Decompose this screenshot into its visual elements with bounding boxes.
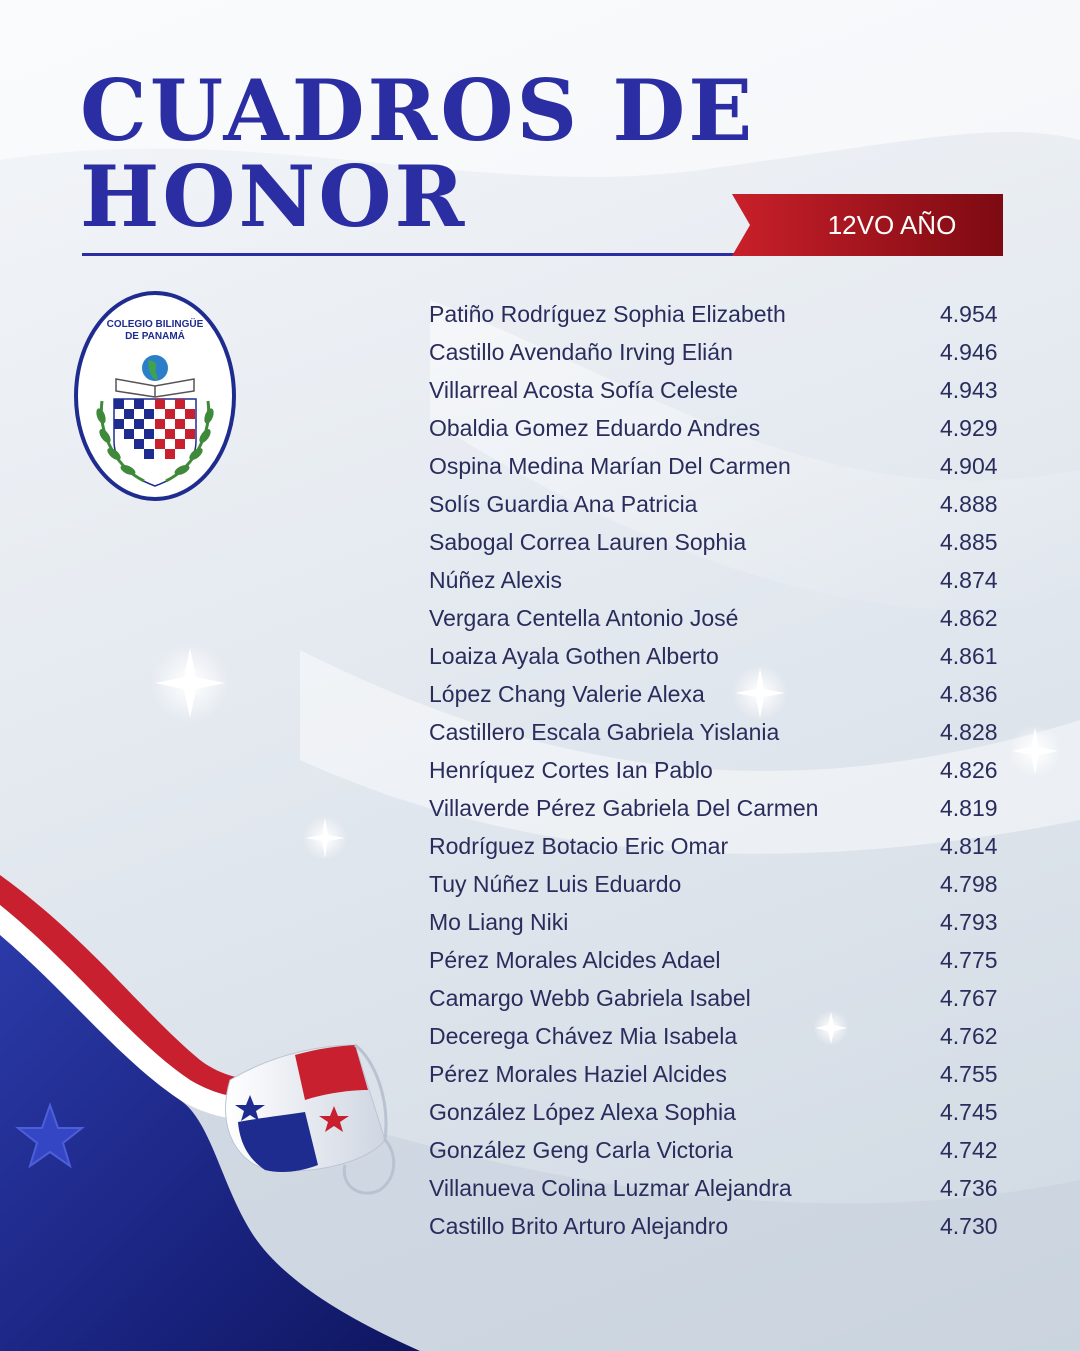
student-score: 4.826 [940,757,998,783]
student-score: 4.793 [940,909,998,935]
student-score: 4.755 [940,1061,998,1087]
list-item [429,865,1029,903]
student-name: Vergara Centella Antonio José [429,605,739,631]
student-score: 4.828 [940,719,998,745]
student-score: 4.946 [940,339,998,365]
list-item [429,1055,1029,1093]
student-score: 4.888 [940,491,998,517]
grade-ribbon [732,194,1003,256]
list-item [429,1093,1029,1131]
list-item [429,333,1029,371]
list-item [429,675,1029,713]
student-score: 4.775 [940,947,998,973]
student-score: 4.736 [940,1175,998,1201]
student-score: 4.742 [940,1137,998,1163]
title-line-1: CUADROS DE [80,61,756,160]
list-item [429,979,1029,1017]
student-name: Pérez Morales Haziel Alcides [429,1061,727,1087]
student-score: 4.861 [940,643,998,669]
student-score: 4.798 [940,871,998,897]
page-title [80,61,756,246]
student-name: Loaiza Ayala Gothen Alberto [429,643,719,669]
student-score: 4.929 [940,415,998,441]
list-item [429,827,1029,865]
student-name: Camargo Webb Gabriela Isabel [429,985,751,1011]
list-item [429,485,1029,523]
student-name: Patiño Rodríguez Sophia Elizabeth [429,301,786,327]
student-name: López Chang Valerie Alexa [429,681,705,707]
student-score: 4.862 [940,605,998,631]
student-name: Decerega Chávez Mia Isabela [429,1023,738,1049]
student-score: 4.874 [940,567,998,593]
list-item [429,447,1029,485]
school-crest-logo [74,291,236,501]
student-name: Villanueva Colina Luzmar Alejandra [429,1175,792,1201]
student-name: Castillero Escala Gabriela Yislania [429,719,780,745]
student-name: Castillo Avendaño Irving Elián [429,339,733,365]
student-name: Rodríguez Botacio Eric Omar [429,833,729,859]
student-score: 4.943 [940,377,998,403]
list-item [429,713,1029,751]
crest-text-line-2: DE PANAMÁ [125,331,185,342]
list-item [429,371,1029,409]
list-item [429,941,1029,979]
student-name: Villarreal Acosta Sofía Celeste [429,377,738,403]
title-underline [82,253,742,256]
student-score: 4.745 [940,1099,998,1125]
student-name: Villaverde Pérez Gabriela Del Carmen [429,795,819,821]
student-name: Henríquez Cortes Ian Pablo [429,757,713,783]
list-item [429,637,1029,675]
student-name: Núñez Alexis [429,567,562,593]
student-score: 4.730 [940,1213,998,1239]
list-item [429,1169,1029,1207]
student-score: 4.762 [940,1023,998,1049]
student-score: 4.819 [940,795,998,821]
student-name: Pérez Morales Alcides Adael [429,947,721,973]
list-item [429,295,1029,333]
student-name: González López Alexa Sophia [429,1099,736,1125]
list-item [429,599,1029,637]
list-item [429,409,1029,447]
list-item [429,523,1029,561]
student-name: Ospina Medina Marían Del Carmen [429,453,791,479]
student-name: Sabogal Correa Lauren Sophia [429,529,747,555]
student-score: 4.904 [940,453,998,479]
list-item [429,1207,1029,1245]
list-item [429,903,1029,941]
list-item [429,1131,1029,1169]
student-name: Tuy Núñez Luis Eduardo [429,871,682,897]
honor-roll-list [429,295,1029,1245]
list-item [429,561,1029,599]
title-line-2: HONOR [80,147,468,246]
student-score: 4.885 [940,529,998,555]
student-name: Obaldia Gomez Eduardo Andres [429,415,761,441]
student-score: 4.954 [940,301,998,327]
student-score: 4.814 [940,833,998,859]
student-name: Solís Guardia Ana Patricia [429,491,698,517]
student-name: González Geng Carla Victoria [429,1137,733,1163]
crest-text-line-1: COLEGIO BILINGÜE [106,319,204,330]
student-name: Mo Liang Niki [429,909,569,935]
list-item [429,789,1029,827]
grade-label: 12VO AÑO [827,210,957,240]
student-score: 4.767 [940,985,998,1011]
list-item [429,751,1029,789]
student-score: 4.836 [940,681,998,707]
list-item [429,1017,1029,1055]
student-name: Castillo Brito Arturo Alejandro [429,1213,729,1239]
